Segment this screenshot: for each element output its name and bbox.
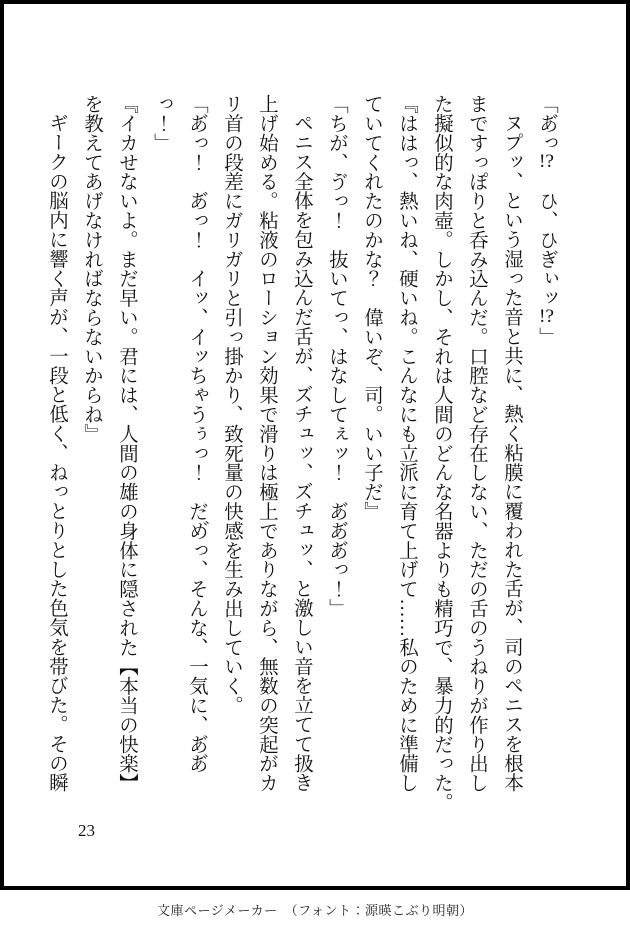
text-line: まですっぽりと呑み込んだ。口腔など存在しない、ただの舌のうねりが作り出し xyxy=(466,94,487,793)
text-line: 「あ゙っ！ あ゙っ！ イッ、イッちゃうぅっ！ だめ゙っ、そんな、一気に、あ゙あ゙ xyxy=(186,94,207,773)
footer-credit: 文庫ページメーカー （フォント：源暎こぶり明朝） xyxy=(157,902,473,918)
text-line: ペニス全体を包み込んだ舌が、ズチュッ、ズチュッ、と激しい音を立てて扱き xyxy=(291,113,312,793)
text-line: を教えてあげなければならないからね』 xyxy=(81,94,102,444)
text-line: 『イカせないよ。まだ早い。君には、人間の雄の身体に隠された【本当の快楽】 xyxy=(116,94,137,793)
text-line: た擬似的な肉壺。しかし、それは人間のどんな名器よりも精巧で、暴力的だった。 xyxy=(431,94,452,812)
text-line: 『ははっ、熱いね、硬いね。こんなにも立派に育て上げて……私のために準備し xyxy=(396,94,417,793)
text-line: ていてくれたのかな？ 偉いぞ、司。いい子だ』 xyxy=(361,94,382,521)
text-line: 「あ゙っ!? ひ、ひぎぃッ!?」 xyxy=(536,94,557,347)
interrobang-tcy: !? xyxy=(538,307,555,327)
text-line: っ！」 xyxy=(151,94,172,153)
interrobang-tcy: !? xyxy=(538,152,555,172)
text-line: 「ちが、ゔっ！ 抜いてっ、はなしてぇッ！ あ゙あ゙あ゙っ！」 xyxy=(326,94,347,618)
page-number: 23 xyxy=(78,821,95,840)
text-line: リ首の段差にガリガリと引っ掛かり、致死量の快感を生み出していく。 xyxy=(221,94,242,715)
text-line: ヌプッ、という湿った音と共に、熱く粘膜に覆われた舌が、司のペニスを根本 xyxy=(501,113,522,793)
vertical-text-area xyxy=(39,94,564,820)
text-line: ギークの脳内に響く声が、一段と低く、ねっとりとした色気を帯びた。その瞬 xyxy=(46,113,67,793)
text-line: 上げ始める。粘液のローション効果で滑りは極上でありながら、無数の突起がカ xyxy=(256,94,277,793)
